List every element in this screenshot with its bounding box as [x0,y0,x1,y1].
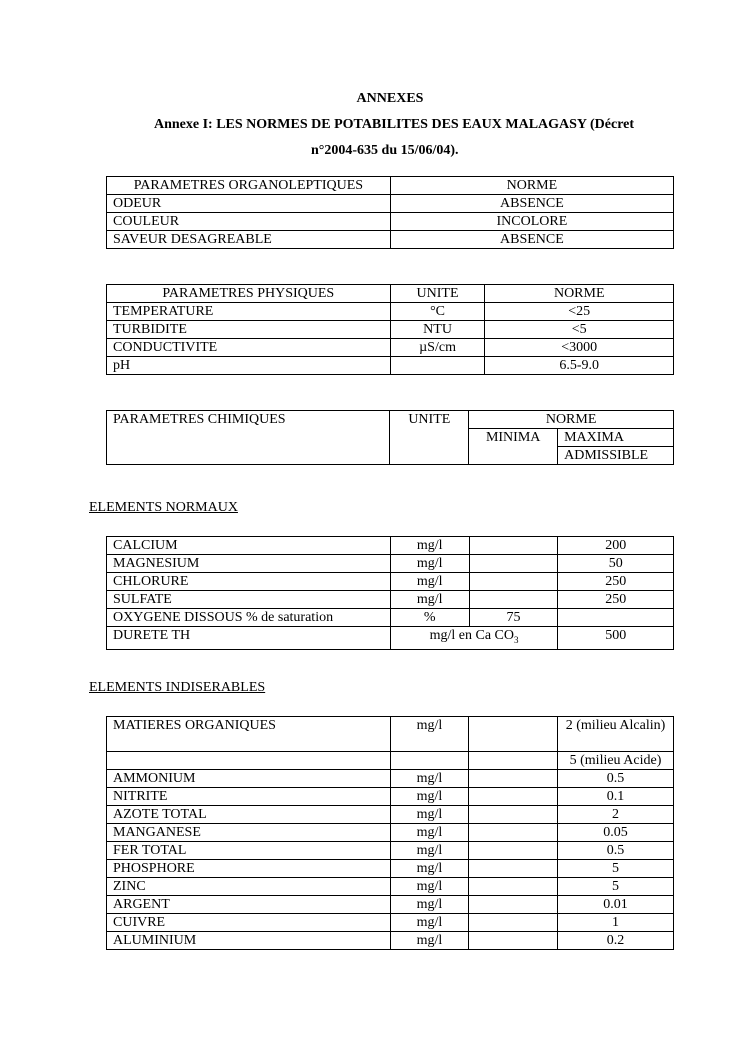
table-row [107,896,674,914]
minima-cell [469,788,558,806]
unit-cell: mg/l [390,788,469,806]
maxima-cell: 500 [558,627,674,650]
maxima-cell: 5 [558,860,674,878]
header-cell: UNITE [390,285,485,303]
maxima-cell: 5 [558,878,674,896]
annex-subtitle-line1: Annexe I: LES NORMES DE POTABILITES DES EAUX MALAGASY (Décret [154,117,635,132]
param-cell [107,752,391,770]
maxima-cell: 0.2 [558,932,674,950]
table-row [107,231,674,249]
minima-cell [469,770,558,788]
minima-cell [469,824,558,842]
table-row [107,914,674,932]
param-cell: COULEUR [107,213,391,231]
page-title: ANNEXES [356,91,424,106]
param-cell: DURETE TH [107,627,391,650]
unit-cell: mg/l [390,591,469,609]
maxima-cell: 0.5 [558,770,674,788]
minima-cell [469,842,558,860]
param-cell: CONDUCTIVITE [107,339,391,357]
maxima-cell: 250 [558,591,674,609]
param-cell: CALCIUM [107,537,391,555]
maxima-cell: 0.1 [558,788,674,806]
minima-cell [469,878,558,896]
norme-cell: ABSENCE [390,195,673,213]
maxima-cell: 50 [558,555,674,573]
minima-cell [469,591,558,609]
organoleptic-table [106,176,674,249]
unit-cell: mg/l [390,824,469,842]
norme-cell: INCOLORE [390,213,673,231]
table-row [107,627,674,650]
param-cell: MANGANESE [107,824,391,842]
unit-cell: mg/l [390,555,469,573]
header-cell: NORME [390,177,673,195]
param-cell: FER TOTAL [107,842,391,860]
unit-cell: mg/l [390,573,469,591]
unit-cell: mg/l [390,932,469,950]
table-row [107,195,674,213]
maxima-header-cell: MAXIMA [558,429,674,447]
durete-unit-text: mg/l en Ca CO [429,628,514,643]
admissible-header-cell: ADMISSIBLE [558,447,674,465]
unit-cell: µS/cm [390,339,485,357]
norme-cell: 6.5-9.0 [485,357,674,375]
param-cell: ODEUR [107,195,391,213]
maxima-cell: 1 [558,914,674,932]
unit-cell [390,627,558,650]
unit-cell: mg/l [390,806,469,824]
table-header-row [107,285,674,303]
minima-cell [469,555,558,573]
undesirable-elements-table [106,716,674,950]
unit-cell: mg/l [390,770,469,788]
maxima-cell [558,609,674,627]
maxima-cell: 0.05 [558,824,674,842]
table-row [107,752,674,770]
table-row [107,591,674,609]
param-cell: CUIVRE [107,914,391,932]
param-cell: ZINC [107,878,391,896]
unit-cell: mg/l [390,842,469,860]
table-row [107,303,674,321]
header-cell: PARAMETRES PHYSIQUES [107,285,391,303]
unit-cell: mg/l [390,878,469,896]
param-cell: SULFATE [107,591,391,609]
maxima-cell: 0.5 [558,842,674,860]
table-header-row [107,411,674,429]
param-cell: AZOTE TOTAL [107,806,391,824]
param-cell: MAGNESIUM [107,555,391,573]
minima-header-cell: MINIMA [469,429,558,465]
normal-elements-table [106,536,674,650]
unit-cell: mg/l [390,860,469,878]
table-row [107,573,674,591]
minima-cell [469,860,558,878]
annex-subtitle-line2: n°2004-635 du 15/06/04). [311,143,459,158]
table-row [107,555,674,573]
table-row [107,932,674,950]
durete-unit-subscript: 3 [514,634,519,645]
norme-cell: <3000 [485,339,674,357]
physical-table [106,284,674,375]
minima-cell [469,537,558,555]
table-row [107,878,674,896]
maxima-cell: 200 [558,537,674,555]
unit-cell: mg/l [390,896,469,914]
minima-cell [469,914,558,932]
param-header-cell: PARAMETRES CHIMIQUES [107,411,390,465]
maxima-cell: 0.01 [558,896,674,914]
norme-header-cell: NORME [469,411,674,429]
table-row [107,842,674,860]
table-row [107,213,674,231]
param-cell: TEMPERATURE [107,303,391,321]
chemical-header-table [106,410,674,465]
unit-cell: °C [390,303,485,321]
unit-cell: mg/l [390,537,469,555]
unit-cell: NTU [390,321,485,339]
minima-cell [469,896,558,914]
norme-cell: <5 [485,321,674,339]
maxima-cell: 5 (milieu Acide) [558,752,674,770]
unit-cell: mg/l [390,717,469,752]
section-title-normaux: ELEMENTS NORMAUX [89,500,238,515]
table-row [107,537,674,555]
header-cell: NORME [485,285,674,303]
param-cell: AMMONIUM [107,770,391,788]
table-row [107,321,674,339]
table-row [107,860,674,878]
param-cell: OXYGENE DISSOUS % de saturation [107,609,391,627]
param-cell: ALUMINIUM [107,932,391,950]
table-header-row [107,177,674,195]
unit-cell [390,357,485,375]
param-cell: pH [107,357,391,375]
norme-cell: ABSENCE [390,231,673,249]
table-row [107,806,674,824]
table-row [107,609,674,627]
table-row [107,357,674,375]
norme-cell: <25 [485,303,674,321]
table-row [107,788,674,806]
maxima-cell: 250 [558,573,674,591]
minima-cell [469,806,558,824]
minima-cell [469,717,558,752]
table-row [107,717,674,752]
maxima-cell: 2 (milieu Alcalin) [558,717,674,752]
minima-cell [469,752,558,770]
param-cell: NITRITE [107,788,391,806]
table-row [107,770,674,788]
minima-cell [469,932,558,950]
param-cell: ARGENT [107,896,391,914]
unit-cell: % [390,609,469,627]
maxima-cell: 2 [558,806,674,824]
minima-cell [469,573,558,591]
table-row [107,339,674,357]
param-cell: TURBIDITE [107,321,391,339]
param-cell: SAVEUR DESAGREABLE [107,231,391,249]
param-cell: PHOSPHORE [107,860,391,878]
table-row [107,824,674,842]
section-title-indiserables: ELEMENTS INDISERABLES [89,680,266,695]
header-cell: PARAMETRES ORGANOLEPTIQUES [107,177,391,195]
unit-cell: mg/l [390,914,469,932]
param-cell: MATIERES ORGANIQUES [107,717,391,752]
minima-cell: 75 [469,609,558,627]
param-cell: CHLORURE [107,573,391,591]
unit-cell [390,752,469,770]
unit-header-cell: UNITE [390,411,469,465]
